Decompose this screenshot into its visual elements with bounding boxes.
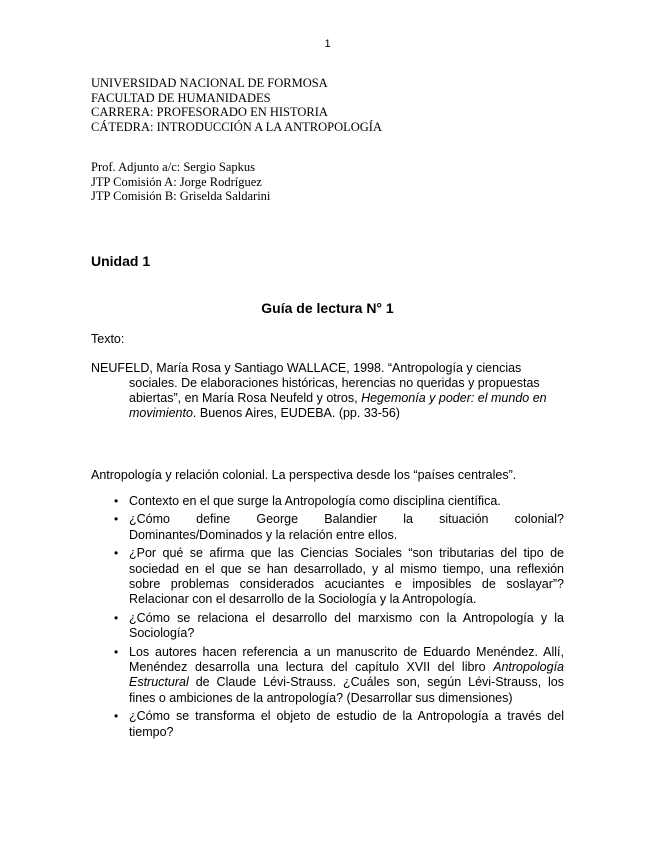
chair-name: CÁTEDRA: INTRODUCCIÓN A LA ANTROPOLOGÍA [91,119,382,134]
book-title: Antropología Estructural [129,660,564,690]
staff-list [91,160,270,204]
section-intro: Antropología y relación colonial. La perspectiva desde los “países centrales”. [91,468,517,482]
list-item [91,611,564,642]
question-text: ¿Cómo define George Balandier la situación colonial? Dominantes/Dominados y la relación entre ellos. [129,512,564,542]
bullet-icon: • [114,709,119,724]
bullet-icon: • [114,644,119,659]
bullet-icon: • [114,512,119,527]
university-name: UNIVERSIDAD NACIONAL DE FORMOSA [91,76,328,90]
guide-title: Guía de lectura N° 1 [261,300,394,316]
bullet-icon: • [114,610,119,625]
bullet-icon: • [114,546,119,561]
citation-publisher: . Buenos Aires, EUDEBA. (pp. 33-56) [192,406,400,420]
staff-adjunct: Prof. Adjunto a/c: Sergio Sapkus [91,160,256,174]
bullet-icon: • [114,494,119,508]
staff-jtp-a: JTP Comisión A: Jorge Rodríguez [91,174,262,189]
page-number: 1 [324,38,331,50]
question-text: Contexto en el que surge la Antropología como disciplina científica. [129,494,501,508]
list-item [91,494,564,509]
faculty-name: FACULTAD DE HUMANIDADES [91,90,271,105]
staff-jtp-b: JTP Comisión B: Griselda Saldarini [91,189,271,203]
text-label: Texto: [91,332,125,346]
question-text: ¿Por qué se afirma que las Ciencias Sociales “son tributarias del tipo de sociedad en el que se han desarrollado, y al mismo tiempo, una reflexión sobre problemas considerados acuciantes e imposibles de soslayar”? Relacionar con el desarrollo de la Sociología y la Antropología. [129,546,564,607]
question-list [91,494,564,743]
list-item [91,546,564,608]
list-item [91,709,564,740]
career-name: CARRERA: PROFESORADO EN HISTORIA [91,105,328,119]
list-item [91,512,564,543]
question-text: ¿Cómo se transforma el objeto de estudio de la Antropología a través del tiempo? [129,709,564,739]
citation-authors: NEUFELD, María Rosa y Santiago WALLACE, 1998. “Antropología y ciencias sociales. De elaboraciones históricas, herencias no queridas y propuestas abiertas”, en María Rosa Neufeld y otros, [91,361,540,405]
list-item [91,645,564,707]
unit-title: Unidad 1 [91,253,151,269]
question-text: ¿Cómo se relaciona el desarrollo del marxismo con la Antropología y la Sociología? [129,610,564,641]
institution-header [91,76,382,134]
question-text: Los autores hacen referencia a un manuscrito de Eduardo Menéndez. Allí, Menéndez desarrolla una lectura del capítulo XVII del libro [129,644,564,675]
citation-book-title: Hegemonía y poder: el mundo en movimiento [129,391,547,420]
bibliographic-citation [91,361,564,421]
question-text-continued: de Claude Lévi-Strauss. ¿Cuáles son, según Lévi-Strauss, los fines o ambiciones de la antropología? (Desarrollar sus dimensiones) [129,675,564,705]
